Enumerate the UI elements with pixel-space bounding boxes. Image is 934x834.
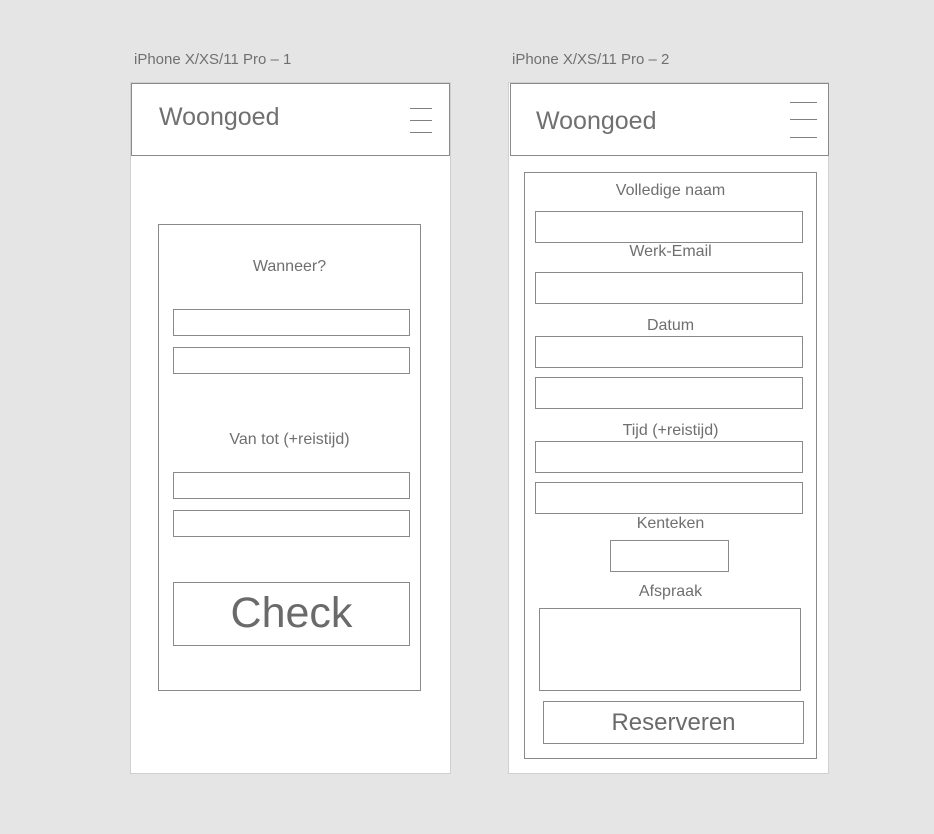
when-label: Wanneer? [252,258,327,275]
reservation-form [524,172,817,759]
work-email-label: Werk-Email [629,243,712,260]
date-input-1[interactable] [535,336,803,368]
appointment-label: Afspraak [638,583,703,600]
time-input-1[interactable] [535,441,803,473]
artboard-title-2: iPhone X/XS/11 Pro – 2 [512,51,670,68]
phone-screen-1 [130,82,451,774]
range-label: Van tot (+reistijd) [229,431,350,448]
time-to-input[interactable] [173,510,410,537]
hamburger-menu-icon[interactable] [790,102,818,140]
reserve-button[interactable]: Reserveren [543,701,804,744]
brand-title[interactable]: Woongoed [536,107,657,135]
phone-screen-2 [508,82,829,774]
appointment-textarea[interactable] [539,608,801,691]
full-name-label: Volledige naam [615,182,726,199]
full-name-input[interactable] [535,211,803,243]
time-from-input[interactable] [173,472,410,499]
time-label: Tijd (+reistijd) [622,422,719,439]
app-header [510,83,829,156]
hamburger-menu-icon[interactable] [410,108,434,134]
date-input-2[interactable] [535,377,803,409]
availability-card [158,224,421,691]
check-button[interactable]: Check [173,582,410,646]
date-label: Datum [646,317,695,334]
work-email-input[interactable] [535,272,803,304]
plate-label: Kenteken [636,515,705,532]
date-input-2[interactable] [173,347,410,374]
brand-title[interactable]: Woongoed [159,103,280,131]
app-header [131,83,450,156]
time-input-2[interactable] [535,482,803,514]
date-input-1[interactable] [173,309,410,336]
artboard-title-1: iPhone X/XS/11 Pro – 1 [134,51,292,68]
plate-input[interactable] [610,540,729,572]
